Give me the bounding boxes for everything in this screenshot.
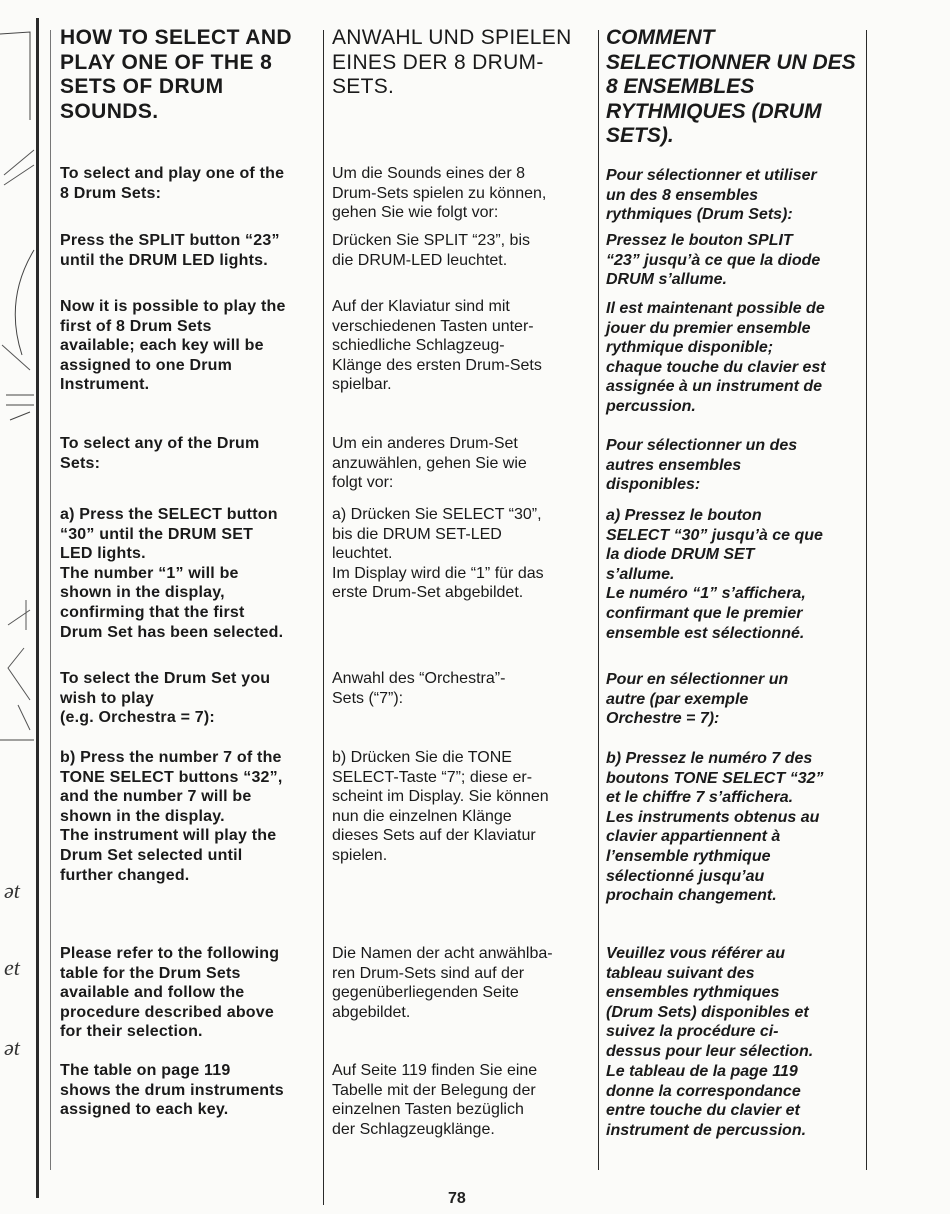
- column-divider-1: [323, 30, 324, 1205]
- french-heading: COMMENT SELECTIONNER UN DES 8 ENSEMBLES RYTHMIQUES (DRUM SETS).: [606, 26, 856, 147]
- english-select-intro: To select any of the Drum Sets:: [60, 435, 260, 472]
- german-step-a: a) Drücken Sie SELECT “30”, bis die DRUM SET-LED leuchtet. Im Display wird die “1” für das erste Drum-Set abgebildet.: [332, 506, 544, 602]
- column-divider-2: [598, 30, 599, 1170]
- german-select-intro: Um ein anderes Drum-Set anzuwählen, gehen Sie wie folgt vor:: [332, 435, 527, 492]
- page-left-rule: [50, 30, 51, 1170]
- english-example-intro: To select the Drum Set you wish to play (e.g. Orchestra = 7):: [60, 670, 271, 727]
- page-number: 78: [448, 1190, 466, 1207]
- french-step-a: a) Pressez le bouton SELECT “30” jusqu’à ce que la diode DRUM SET s’allume. Le numéro “1” s’affichera, confirmant que le premier ensemble est sélectionné.: [606, 507, 823, 642]
- french-intro: Pour sélectionner et utiliser un des 8 ensembles rythmiques (Drum Sets):: [606, 167, 817, 224]
- english-page-119-note: The table on page 119 shows the drum instruments assigned to each key.: [60, 1062, 284, 1119]
- german-first-set-note: Auf der Klaviatur sind mit verschiedenen Tasten unter- schiedliche Schlagzeug- Klänge des ersten Drum-Sets spielbar.: [332, 298, 542, 394]
- column-divider-3: [866, 30, 867, 1170]
- english-intro: To select and play one of the 8 Drum Sets:: [60, 165, 285, 202]
- english-heading: HOW TO SELECT AND PLAY ONE OF THE 8 SETS OF DRUM SOUNDS.: [60, 26, 292, 123]
- english-step-a: a) Press the SELECT button “30” until the DRUM SET LED lights. The number “1” will be shown in the display, confirming that the first Drum Set has been selected.: [60, 506, 284, 641]
- german-intro: Um die Sounds eines der 8 Drum-Sets spielen zu können, gehen Sie wie folgt vor:: [332, 165, 547, 222]
- german-step-b: b) Drücken Sie die TONE SELECT-Taste “7”; diese er- scheint im Display. Sie können nun die einzelnen Klänge dieses Sets auf der Klaviatur spielen.: [332, 749, 549, 864]
- german-page-119-note: Auf Seite 119 finden Sie eine Tabelle mit der Belegung der einzelnen Tasten bezüglich der Schlagzeugklänge.: [332, 1062, 538, 1138]
- french-example-intro: Pour en sélectionner un autre (par exemple Orchestre = 7):: [606, 671, 789, 728]
- german-heading: ANWAHL UND SPIELEN EINES DER 8 DRUM- SETS.: [332, 26, 572, 98]
- german-column: [332, 0, 590, 1214]
- german-refer-table: Die Namen der acht anwählba- ren Drum-Sets sind auf der gegenüberliegenden Seite abgebildet.: [332, 945, 553, 1021]
- german-split-step: Drücken Sie SPLIT “23”, bis die DRUM-LED leuchtet.: [332, 232, 531, 269]
- margin-fragment-2: et: [4, 955, 20, 980]
- margin-fragment-3: ət: [4, 1035, 20, 1060]
- english-first-set-note: Now it is possible to play the first of 8 Drum Sets available; each key will be assigned to one Drum Instrument.: [60, 298, 286, 394]
- french-refer-table: Veuillez vous référer au tableau suivant des ensembles rythmiques (Drum Sets) disponibles et suivez la procédure ci- dessus pour leur sélection.: [606, 945, 814, 1060]
- binding-edge-line: [36, 18, 39, 1198]
- english-refer-table: Please refer to the following table for the Drum Sets available and follow the procedure described above for their selection.: [60, 945, 280, 1041]
- german-example-intro: Anwahl des “Orchestra”- Sets (“7”):: [332, 670, 506, 707]
- facing-page-fragments: [0, 0, 36, 1214]
- english-split-step: Press the SPLIT button “23” until the DRUM LED lights.: [60, 232, 280, 269]
- french-step-b: b) Pressez le numéro 7 des boutons TONE SELECT “32” et le chiffre 7 s’affichera. Les instruments obtenus au clavier appartiennent à l’ensemble rythmique sélectionné jusqu’au prochain changement.: [606, 750, 824, 905]
- french-first-set-note: Il est maintenant possible de jouer du premier ensemble rythmique disponible; chaque touche du clavier est assignée à un instrument de percussion.: [606, 300, 826, 415]
- english-step-b: b) Press the number 7 of the TONE SELECT buttons “32”, and the number 7 will be shown in the display. The instrument will play the Drum Set selected until further changed.: [60, 749, 283, 884]
- french-select-intro: Pour sélectionner un des autres ensembles disponibles:: [606, 437, 798, 494]
- french-column: [606, 0, 862, 1214]
- margin-fragment-1: ət: [4, 878, 20, 903]
- french-page-119-note: Le tableau de la page 119 donne la correspondance entre touche du clavier et instrument de percussion.: [606, 1063, 807, 1139]
- french-split-step: Pressez le bouton SPLIT “23” jusqu’à ce que la diode DRUM s’allume.: [606, 232, 821, 289]
- english-column: [60, 0, 318, 1214]
